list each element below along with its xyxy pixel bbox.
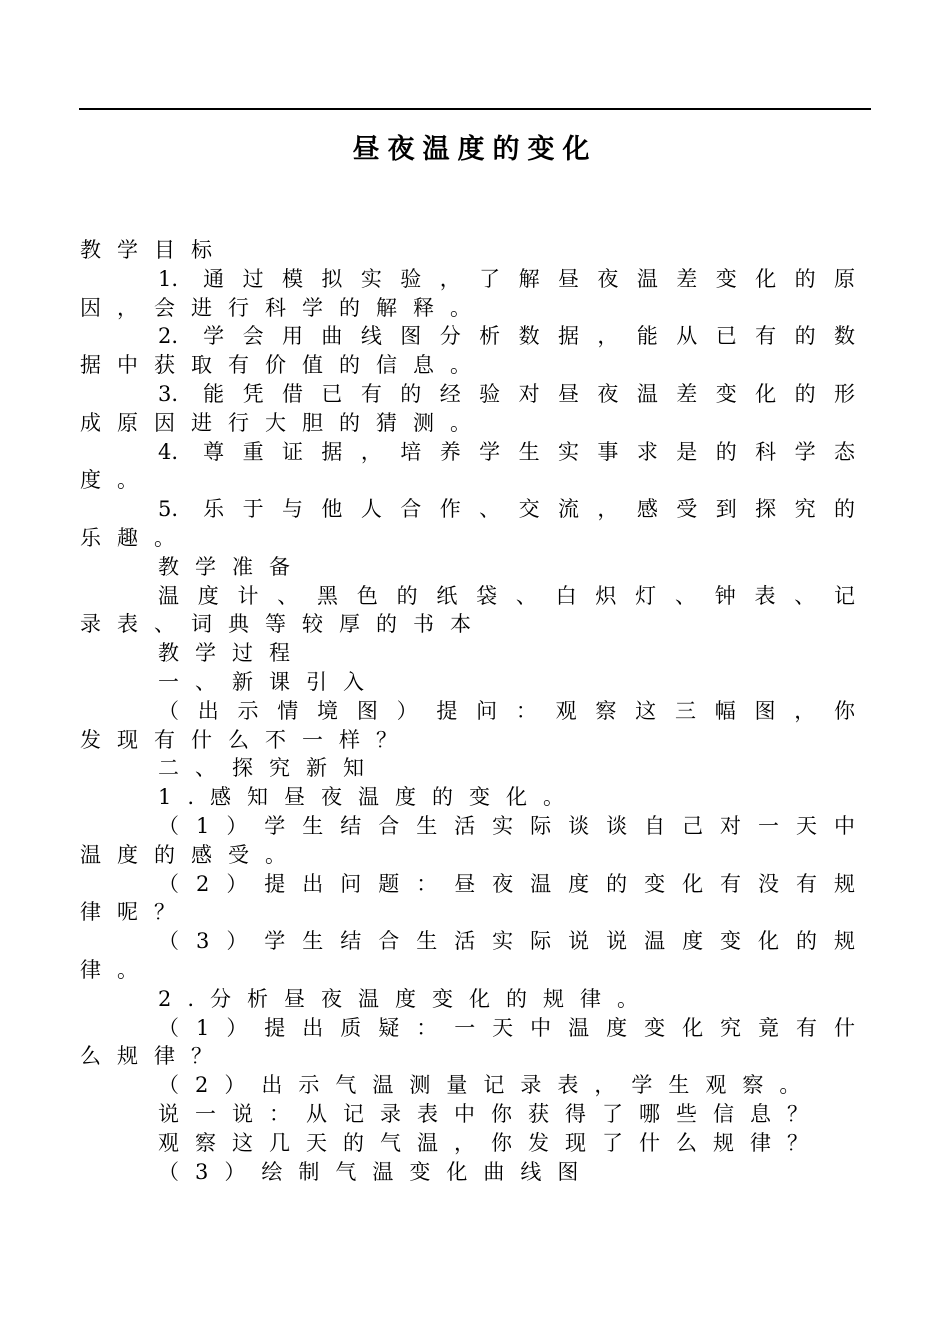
text-line: （3）绘制气温变化曲线图 [158,1159,595,1184]
text-line: 2.分析昼夜温度变化的规律。 [158,986,655,1011]
text-line: 发现有什么不一样？ [80,727,413,752]
text-line: 么规律？ [80,1044,228,1069]
text-line: 一、新课引入 [158,669,380,694]
text-line: 4. 尊重证据，培养学生实事求是的科学态 [158,439,855,464]
text-line: 观察这几天的气温，你发现了什么规律？ [158,1130,824,1155]
text-line: 教学过程 [158,641,306,666]
text-line: 律。 [80,957,154,982]
text-line: 律呢？ [80,900,191,925]
text-line: 说一说：从记录表中你获得了哪些信息？ [158,1101,824,1126]
header-rule [79,108,871,110]
text-line: 5. 乐于与他人合作、交流，感受到探究的 [158,497,855,522]
text-line: （2）提出问题：昼夜温度的变化有没有规 [158,871,855,896]
text-line: 温度计、黑色的纸袋、白炽灯、钟表、记 [158,583,855,608]
text-line: （出示情境图）提问：观察这三幅图，你 [158,698,855,723]
text-line: 2. 学会用曲线图分析数据，能从已有的数 [158,324,855,349]
text-line: 二、探究新知 [158,756,380,781]
document-title: 昼夜温度的变化 [352,134,598,165]
text-line: （1）提出质疑：一天中温度变化究竟有什 [158,1015,855,1040]
text-line: （1）学生结合生活实际谈谈自己对一天中 [158,813,855,838]
text-line: （2）出示气温测量记录表，学生观察。 [158,1073,817,1098]
text-line: （3）学生结合生活实际说说温度变化的规 [158,929,855,954]
text-line: 1. 通过模拟实验，了解昼夜温差变化的原 [158,266,855,291]
text-line: 乐趣。 [80,525,191,550]
text-line: 3. 能凭借已有的经验对昼夜温差变化的形 [158,381,855,406]
text-line: 成原因进行大胆的猜测。 [80,410,487,435]
text-line: 因，会进行科学的解释。 [80,295,487,320]
text-line: 度。 [80,468,154,493]
text-line: 温度的感受。 [80,842,302,867]
document-body [80,236,855,1186]
text-line: 1.感知昼夜温度的变化。 [158,785,581,810]
text-line: 教学准备 [158,554,306,579]
text-line: 教学目标 [80,238,228,262]
text-line: 录表、词典等较厚的书本 [80,612,487,637]
text-line: 据中获取有价值的信息。 [80,353,487,378]
